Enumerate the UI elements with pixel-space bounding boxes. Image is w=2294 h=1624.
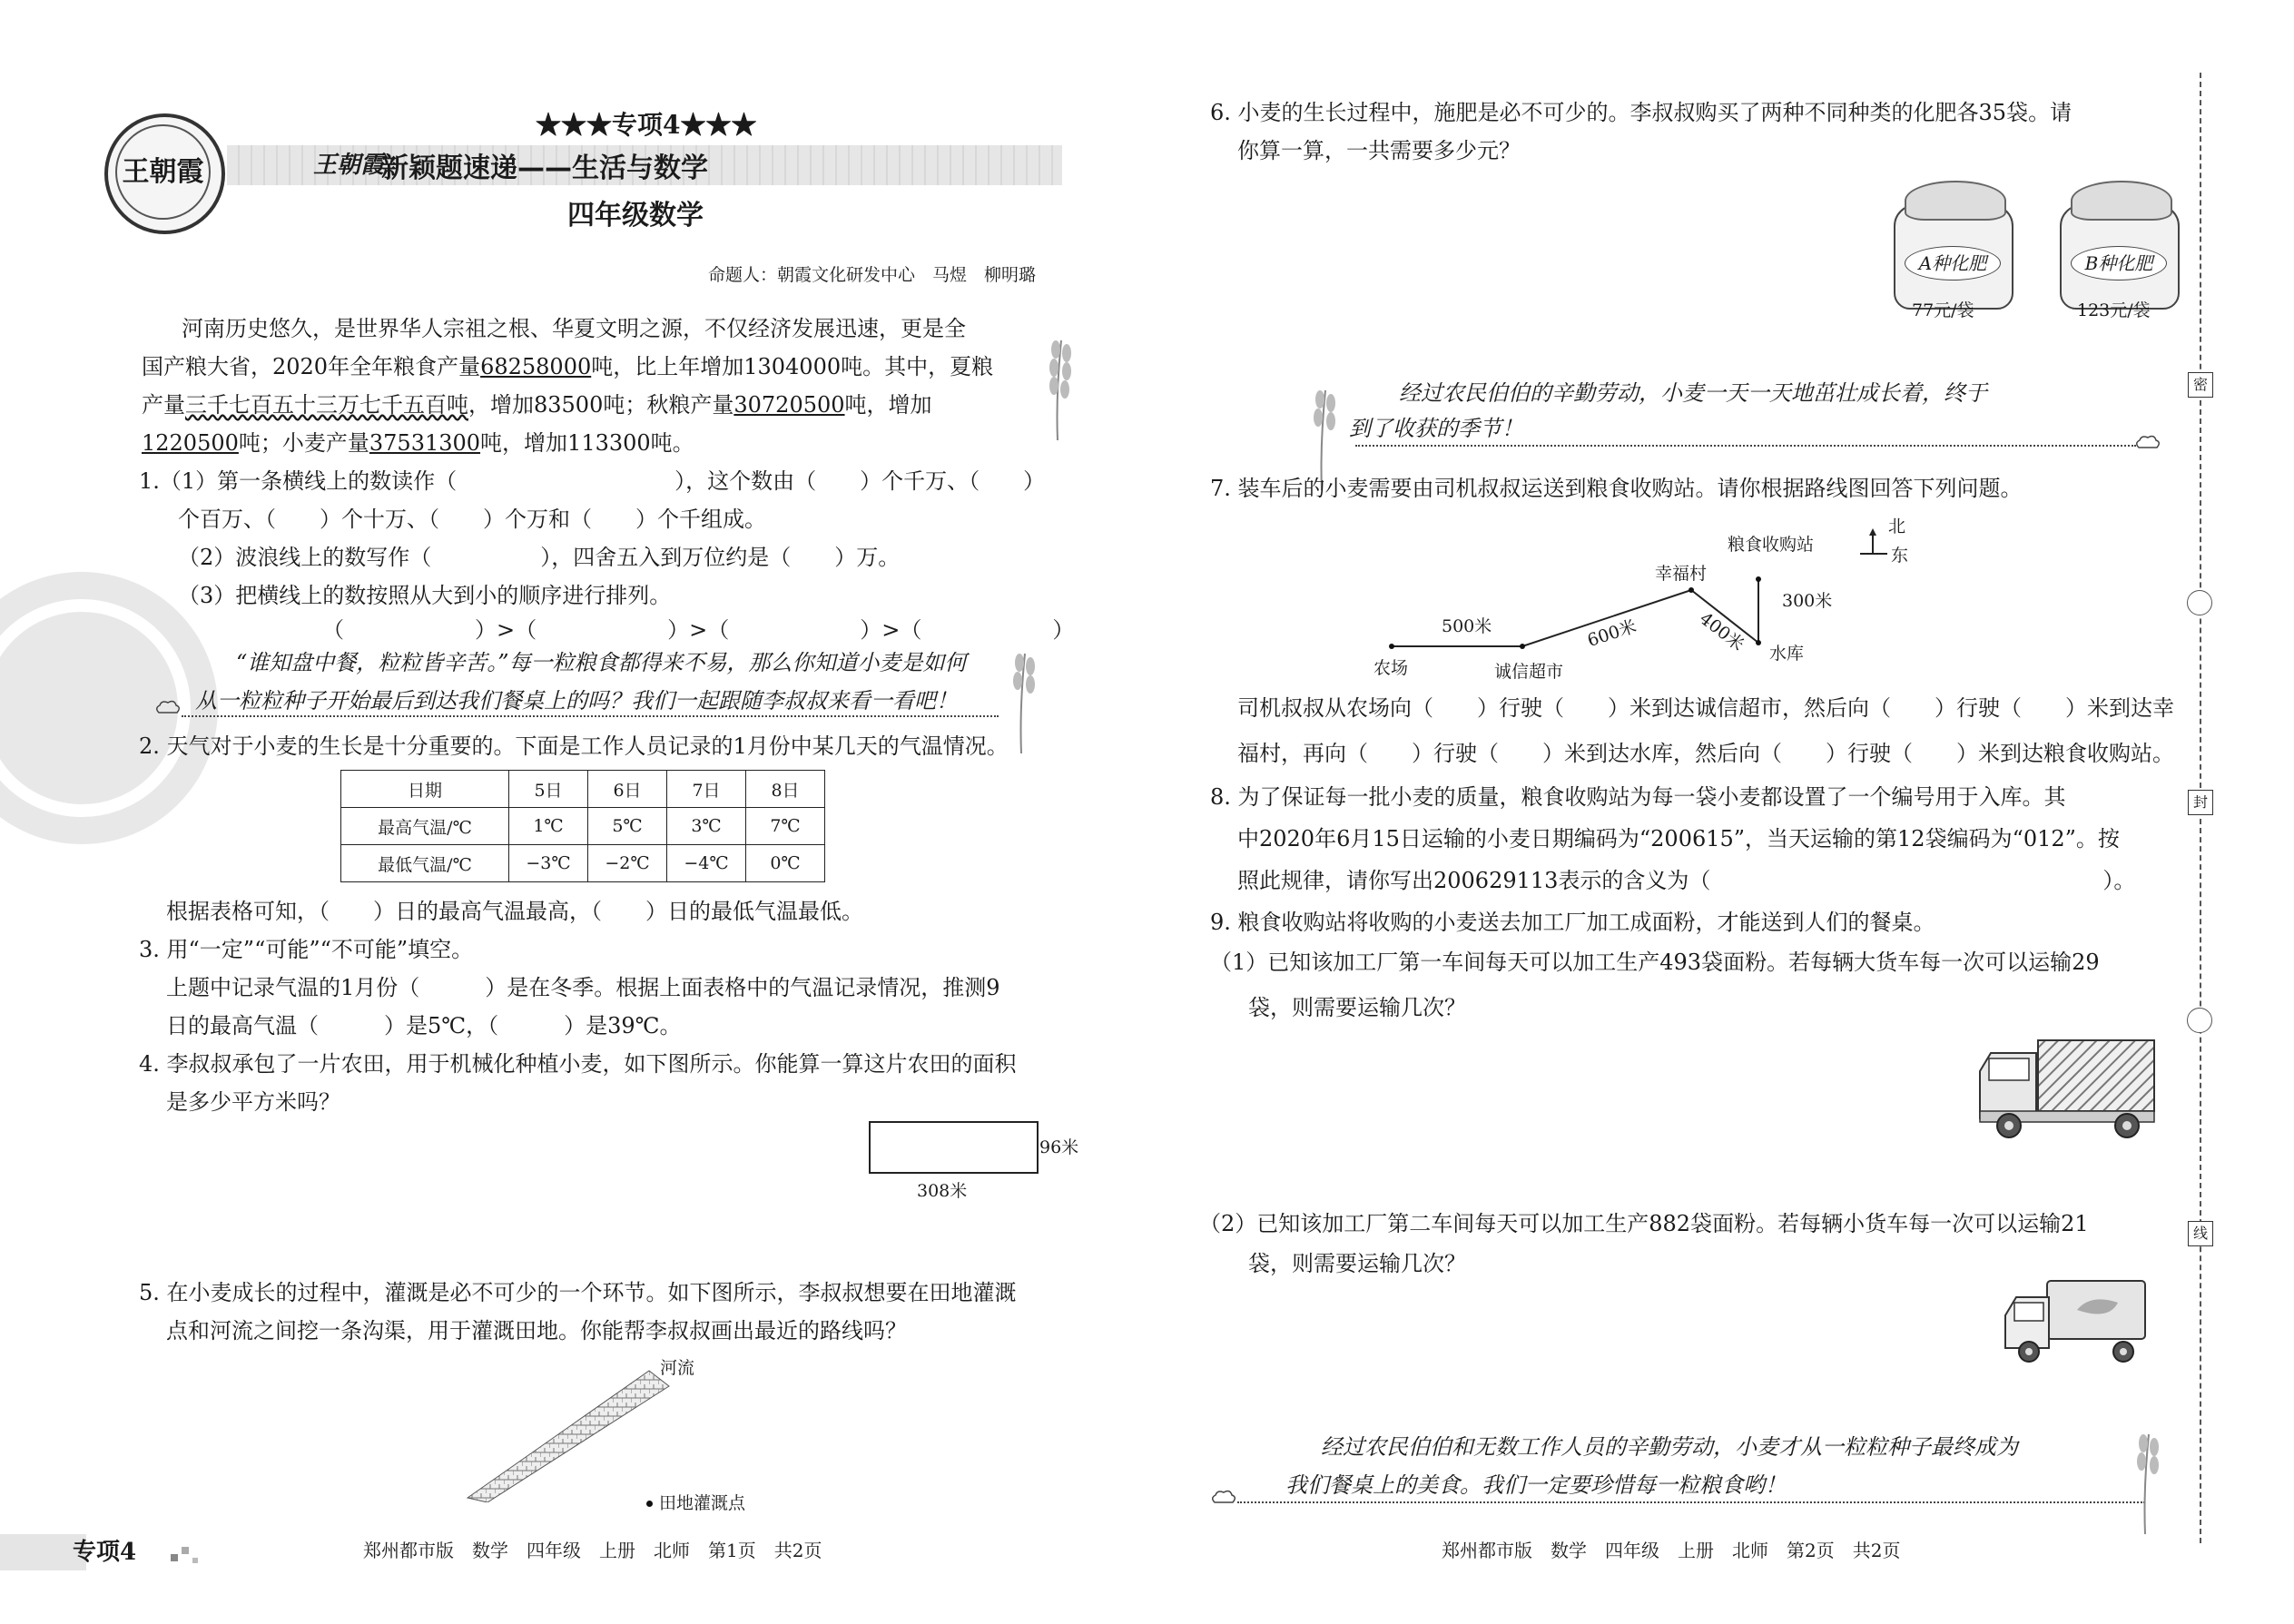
footer-right: 郑州都市版 数学 四年级 上册 北师 第2页 共2页 xyxy=(1442,1540,1901,1561)
bag-b-price: 123元/袋 xyxy=(2077,300,2151,320)
irrigation-point xyxy=(646,1501,653,1507)
q2-line-1: 2. 天气对于小麦的生长是十分重要的。下面是工作人员记录的1月份中某几天的气温情况。 xyxy=(139,733,1009,759)
q6-line-2: 你算一算，一共需要多少元？ xyxy=(1237,138,1521,163)
q8-line-1: 8. 为了保证每一批小麦的质量，粮食收购站为每一袋小麦都设置了一个编号用于入库。其 xyxy=(1210,784,2066,810)
q7-line-2: 司机叔叔从农场向（ ）行驶（ ）米到达诚信超市，然后向（ ）行驶（ ）米到达幸 xyxy=(1237,695,2174,721)
map-reservoir: 水库 xyxy=(1769,644,1805,664)
authors: 命题人：朝霞文化研发中心 马煜 柳明璐 xyxy=(708,265,1037,285)
irrigation-point-label: 田地灌溉点 xyxy=(659,1493,746,1513)
footer-square xyxy=(171,1554,178,1561)
table-cell: 5日 xyxy=(509,771,588,808)
q5-line-2: 点和河流之间挖一条沟渠，用于灌溉田地。你能帮李叔叔画出最近的路线吗？ xyxy=(166,1318,907,1343)
dotted-rule xyxy=(1355,445,2136,447)
intro-line-3: 产量三千七百五十三万七千五百吨，增加83500吨；秋粮产量30720500吨，增加 xyxy=(142,392,932,418)
q7-line-1: 7. 装车后的小麦需要由司机叔叔运送到粮食收购站。请你根据路线图回答下列问题。 xyxy=(1210,476,2023,501)
q8-line-3: 照此规律，请你写出200629113表示的含义为（ ）。 xyxy=(1237,868,2136,893)
seal-mark: 线 xyxy=(2188,1221,2213,1246)
table-cell: 最高气温/℃ xyxy=(341,808,509,845)
q1-line-5: （ ）>（ ）>（ ）>（ ） xyxy=(322,617,1075,643)
footer-square xyxy=(182,1547,189,1554)
footer-tab: 专项4 xyxy=(73,1539,137,1566)
story2-line-1: 经过农民伯伯的辛勤劳动，小麦一天一天地茁壮成长着，终于 xyxy=(1399,380,1987,406)
large-truck-icon xyxy=(1973,1035,2163,1144)
river-label: 河流 xyxy=(660,1358,695,1378)
map-dist-2: 600米 xyxy=(1584,615,1639,652)
table-row xyxy=(341,808,825,845)
q5-line-1: 5. 在小麦成长的过程中，灌溉是必不可少的一个环节。如下图所示，李叔叔想要在田地灌溉 xyxy=(139,1280,1017,1305)
story2-line-2: 到了收获的季节！ xyxy=(1349,416,1523,441)
wheat-icon xyxy=(1030,322,1085,440)
right-page xyxy=(1147,0,2294,1624)
q9-part2-line-2: 袋，则需要运输几次？ xyxy=(1248,1251,1466,1276)
intro-line-1: 河南历史悠久，是世界华人宗祖之根、华夏文明之源，不仅经济发展迅速，更是全 xyxy=(182,316,966,341)
q9-line-1: 9. 粮食收购站将收购的小麦送去加工厂加工成面粉，才能送到人们的餐桌。 xyxy=(1210,910,1935,935)
map-station: 粮食收购站 xyxy=(1728,535,1815,555)
q1-line-2: 个百万、（ ）个十万、（ ）个万和（ ）个千组成。 xyxy=(178,507,766,532)
cloud-icon xyxy=(154,699,182,715)
wheat-icon xyxy=(2118,1416,2172,1534)
table-cell: 3℃ xyxy=(667,808,746,845)
punch-hole-icon xyxy=(2187,590,2212,615)
intro-line-4: 1220500吨；小麦产量37531300吨，增加113300吨。 xyxy=(142,430,694,456)
q9-part2-line-1: （2）已知该加工厂第二车间每天可以加工生产882袋面粉。若每辆小货车每一次可以运输21 xyxy=(1199,1211,2089,1236)
map-supermarket: 诚信超市 xyxy=(1494,662,1564,682)
story1-line-2: 从一粒粒种子开始最后到达我们餐桌上的吗？我们一起跟随李叔叔来看一看吧！ xyxy=(195,688,958,714)
map-dist-3: 400米 xyxy=(1696,608,1748,655)
brand-logo-text: 王朝霞 xyxy=(115,124,211,220)
seal-mark: 密 xyxy=(2188,372,2213,398)
seal-mark: 封 xyxy=(2188,790,2213,815)
field-length-label: 308米 xyxy=(917,1181,968,1201)
q3-line-3: 日的最高气温（ ）是5℃，（ ）是39℃。 xyxy=(166,1013,682,1038)
q4-line-2: 是多少平方米吗？ xyxy=(166,1089,340,1115)
map-dist-4: 300米 xyxy=(1782,591,1833,611)
q6-line-1: 6. 小麦的生长过程中，施肥是必不可少的。李叔叔购买了两种不同种类的化肥各35袋。请 xyxy=(1210,100,2072,125)
q9-part1-line-2: 袋，则需要运输几次？ xyxy=(1248,995,1466,1020)
field-rectangle xyxy=(869,1121,1039,1174)
cloud-icon xyxy=(1210,1489,1237,1505)
bag-b-label: B种化肥 xyxy=(2071,246,2167,281)
dotted-rule xyxy=(182,715,999,717)
map-north: 北 xyxy=(1888,517,1906,536)
table-cell: 6日 xyxy=(588,771,667,808)
map-village: 幸福村 xyxy=(1655,564,1708,584)
q2-line-2: 根据表格可知，（ ）日的最高气温最高，（ ）日的最低气温最低。 xyxy=(166,899,863,924)
temperature-table xyxy=(340,770,825,882)
map-east: 东 xyxy=(1891,546,1909,566)
river-diagram xyxy=(458,1366,676,1502)
table-cell: 7日 xyxy=(667,771,746,808)
table-cell: 1℃ xyxy=(509,808,588,845)
table-header-row xyxy=(341,771,825,808)
small-truck-icon xyxy=(2000,1275,2154,1366)
banner-brand: 王朝霞 xyxy=(313,152,385,179)
q3-line-1: 3. 用“一定”“可能”“不可能”填空。 xyxy=(139,937,474,962)
special-label: ★★★专项4★★★ xyxy=(536,110,757,140)
table-cell: −2℃ xyxy=(588,845,667,882)
table-cell: 最低气温/℃ xyxy=(341,845,509,882)
q1-line-4: （3）把横线上的数按照从大到小的顺序进行排列。 xyxy=(178,583,672,608)
table-cell: 0℃ xyxy=(746,845,825,882)
q1-line-1: 1.（1）第一条横线上的数读作（ ），这个数由（ ）个千万、（ ） xyxy=(139,468,1046,494)
dotted-rule xyxy=(1237,1501,2145,1503)
table-cell: 5℃ xyxy=(588,808,667,845)
footer-square xyxy=(192,1558,198,1563)
bag-a-label: A种化肥 xyxy=(1905,246,2001,281)
field-width-label: 96米 xyxy=(1039,1137,1079,1157)
table-cell: −3℃ xyxy=(509,845,588,882)
brand-logo xyxy=(104,113,225,234)
q9-part1-line-1: （1）已知该加工厂第一车间每天可以加工生产493袋面粉。若每辆大货车每一次可以运输29 xyxy=(1210,950,2100,975)
page-title: 新颖题速递——生活与数学 xyxy=(381,153,708,184)
intro-line-2: 国产粮大省，2020年全年粮食产量68258000吨，比上年增加1304000吨。其中，夏粮 xyxy=(142,354,994,379)
q7-line-3: 福村，再向（ ）行驶（ ）米到达水库，然后向（ ）行驶（ ）米到达粮食收购站。 xyxy=(1237,741,2174,766)
table-cell: 8日 xyxy=(746,771,825,808)
table-cell: 7℃ xyxy=(746,808,825,845)
map-dist-1: 500米 xyxy=(1442,616,1492,636)
q8-line-2: 中2020年6月15日运输的小麦日期编码为“200615”，当天运输的第12袋编码为“012”。按 xyxy=(1237,826,2120,851)
punch-hole-icon xyxy=(2187,1008,2212,1033)
page-subtitle: 四年级数学 xyxy=(567,200,704,231)
q3-line-2: 上题中记录气温的1月份（ ）是在冬季。根据上面表格中的气温记录情况，推测9 xyxy=(166,975,1000,1000)
bag-a-price: 77元/袋 xyxy=(1912,300,1974,320)
footer-left: 郑州都市版 数学 四年级 上册 北师 第1页 共2页 xyxy=(363,1540,822,1561)
route-map xyxy=(1355,527,1918,672)
table-row xyxy=(341,845,825,882)
story3-line-1: 经过农民伯伯和无数工作人员的辛勤劳动，小麦才从一粒粒种子最终成为 xyxy=(1321,1434,2018,1460)
table-cell: 日期 xyxy=(341,771,509,808)
map-farm: 农场 xyxy=(1373,658,1409,678)
q1-line-3: （2）波浪线上的数写作（ ），四舍五入到万位约是（ ）万。 xyxy=(178,545,901,570)
story3-line-2: 我们餐桌上的美食。我们一定要珍惜每一粒粮食哟！ xyxy=(1285,1472,1787,1498)
table-cell: −4℃ xyxy=(667,845,746,882)
story1-line-1: “谁知盘中餐，粒粒皆辛苦。”每一粒粮食都得来不易，那么你知道小麦是如何 xyxy=(236,650,967,675)
cloud-icon xyxy=(2134,434,2161,450)
q4-line-1: 4. 李叔叔承包了一片农田，用于机械化种植小麦，如下图所示。你能算一算这片农田的面积 xyxy=(139,1051,1017,1077)
